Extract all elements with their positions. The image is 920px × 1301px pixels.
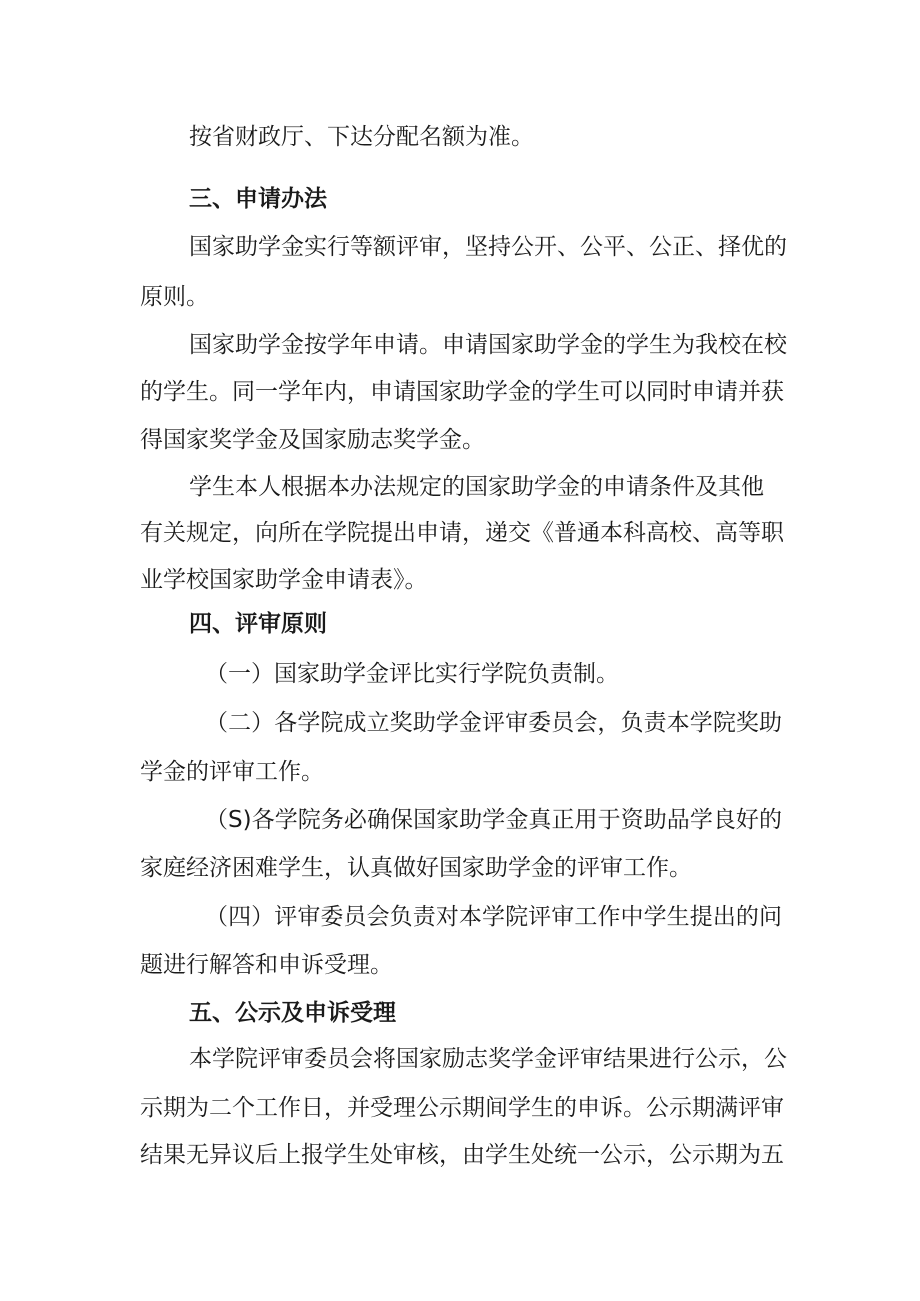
paragraph-line: 家庭经济困难学生，认真做好国家助学金的评审工作。 — [140, 855, 692, 881]
paragraph-line: 国家助学金按学年申请。申请国家助学金的学生为我校在校 — [189, 332, 787, 358]
paragraph-line: 得国家奖学金及国家励志奖学金。 — [140, 427, 485, 453]
paragraph-line: （四）评审委员会负责对本学院评审工作中学生提出的问 — [205, 904, 782, 930]
paragraph-line: 的学生。同一学年内，申请国家助学金的学生可以同时申请并获 — [140, 379, 784, 405]
paragraph-line: 结果无异议后上报学生处审核，由学生处统一公示，公示期为五 — [140, 1142, 784, 1168]
section-heading-3: 三、申请办法 — [189, 186, 327, 212]
section-heading-5: 五、公示及申诉受理 — [189, 1000, 396, 1026]
paragraph-line: （二）各学院成立奖助学金评审委员会，负责本学院奖助 — [205, 710, 782, 736]
paragraph-line: 国家助学金实行等额评审，坚持公开、公平、公正、择优的 — [189, 234, 787, 260]
paragraph-line: 原则。 — [140, 284, 209, 310]
paragraph-line: 业学校国家助学金申请表》。 — [140, 567, 428, 593]
paragraph-line: 学生本人根据本办法规定的国家助学金的申请条件及其他 — [189, 474, 764, 500]
paragraph-line: （S)各学院务必确保国家助学金真正用于资助品学良好的 — [205, 807, 782, 833]
paragraph-line: 示期为二个工作日，并受理公示期间学生的申诉。公示期满评审 — [140, 1095, 784, 1121]
paragraph-line: 题进行解答和申诉受理。 — [140, 952, 393, 978]
paragraph-line: 有关规定，向所在学院提出申请，递交《普通本科高校、高等职 — [140, 520, 784, 546]
paragraph-line: （一）国家助学金评比实行学院负责制。 — [205, 661, 619, 687]
paragraph-line: 学金的评审工作。 — [140, 759, 324, 785]
paragraph-line: 按省财政厅、下达分配名额为准。 — [189, 124, 534, 150]
section-heading-4: 四、评审原则 — [189, 611, 327, 637]
paragraph-line: 本学院评审委员会将国家励志奖学金评审结果进行公示，公 — [189, 1046, 787, 1072]
